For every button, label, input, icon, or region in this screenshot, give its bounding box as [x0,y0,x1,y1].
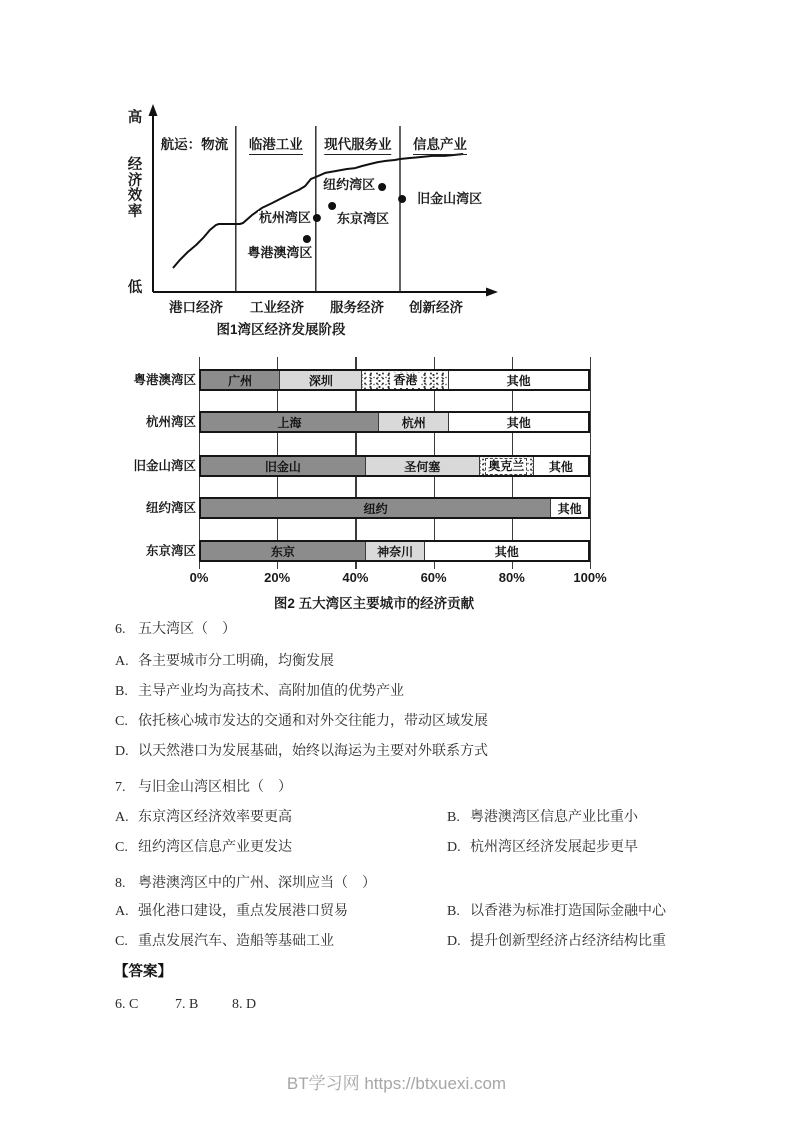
option-key: A. [115,654,129,669]
stage-industry-label: 航运：物流 [160,137,229,152]
data-point [303,235,311,243]
bar-segment-label: 杭州 [401,415,426,430]
figure1-caption: 图1湾区经济发展阶段 [216,322,346,337]
option-key: C. [115,714,128,729]
option-text: 与旧金山湾区相比（ ） [138,780,292,795]
option-key: 6. [115,622,126,637]
data-point [313,214,321,222]
bar-segment-white [425,542,588,560]
x-tick-label: 60% [420,570,447,585]
bar-segment-dark [201,499,551,517]
bar-segment-label: 广州 [228,373,253,388]
x-tick-label: 0% [189,570,209,585]
figure2-caption: 图2 五大湾区主要城市的经济贡献 [273,596,475,611]
question-option [115,840,292,856]
option-key: C. [115,840,128,855]
bar-segment-label: 其他 [506,373,531,388]
bar-segment-light [366,457,480,475]
data-point [328,202,336,210]
answer-item: 8. D [232,997,257,1012]
question-stem [115,780,292,796]
option-text: 以天然港口为发展基础，始终以海运为主要对外联系方式 [138,744,488,759]
question-option [447,904,666,920]
option-text: 粤港澳湾区信息产业比重小 [470,810,638,825]
bar-segment-label: 其他 [506,415,531,430]
site-footer: BT学习网 https://btxuexi.com [286,1074,507,1093]
bar-segment-label: 其他 [494,544,519,559]
option-text: 杭州湾区经济发展起步更早 [470,840,638,855]
bar-segment-dotted [362,371,449,389]
question-option [447,810,638,826]
bar-segment-white [449,371,588,389]
bar-segment-label: 其他 [548,459,573,474]
x-axis-arrow [486,288,498,297]
option-key: B. [447,810,460,825]
bar-segment-label: 其他 [557,501,582,516]
bar-row [199,497,590,519]
y-axis-high-label: 高 [127,110,143,126]
stage-industry-label: 信息产业 [413,133,467,155]
option-text: 以香港为标准打造国际金融中心 [470,904,666,919]
option-key: 7. [115,780,126,795]
bar-segment-label: 香港 [390,373,420,388]
point-label: 粤港澳湾区 [247,245,313,261]
figure2-city-contribution-bar-chart [0,355,793,615]
bar-segment-label: 圣何塞 [404,459,441,474]
option-key: A. [115,810,129,825]
data-point [398,195,406,203]
bar-segment-light [366,542,426,560]
question-option [447,934,666,950]
bar-segment-white [449,413,588,431]
option-text: 粤港澳湾区中的广州、深圳应当（ ） [138,876,376,891]
x-tick-label: 100% [573,570,607,585]
bar-row-label: 东京湾区 [145,544,196,558]
bar-segment-label: 奥克兰 [485,458,527,475]
bar-segment-light [379,413,449,431]
bar-segment-white [551,499,588,517]
option-text: 各主要城市分工明确，均衡发展 [138,654,334,669]
stage-economy-label: 服务经济 [330,300,384,315]
data-point [378,183,386,191]
bar-segment-label: 纽约 [363,501,388,516]
bar-segment-white [534,457,588,475]
question-option [115,934,334,950]
bar-segment-label: 旧金山 [264,459,301,474]
bar-row [199,455,590,477]
option-key: D. [447,840,461,855]
option-key: B. [115,684,128,699]
question-option [447,840,638,856]
answer-item: 6. C [115,997,139,1012]
bar-row-label: 纽约湾区 [145,501,196,515]
point-label: 东京湾区 [337,210,390,226]
bar-segment-light [280,371,362,389]
y-axis-arrow [149,104,158,116]
option-key: C. [115,934,128,949]
option-text: 提升创新型经济占经济结构比重 [470,934,666,949]
figure1-bay-development-stage-chart [0,0,793,350]
stage-economy-label: 港口经济 [169,300,223,315]
bar-segment-dotted [480,457,534,475]
x-tick-label: 40% [342,570,369,585]
question-option [115,714,488,730]
bar-segment-dark [201,457,366,475]
bar-row [199,540,590,562]
question-stem [115,876,376,892]
answer-item: 7. B [175,997,199,1012]
bar-segment-dark [201,413,379,431]
option-text: 五大湾区（ ） [138,622,236,637]
bar-segment-label: 东京 [270,544,295,559]
development-curve [173,154,463,268]
option-key: D. [447,934,461,949]
stage-economy-label: 创新经济 [409,300,463,315]
question-option [115,654,334,670]
bar-row [199,369,590,391]
option-text: 东京湾区经济效率要更高 [138,810,292,825]
stage-industry-label: 临港工业 [249,133,303,155]
bar-segment-label: 深圳 [308,373,333,388]
bar-row-label: 粤港澳湾区 [133,373,196,387]
option-text: 重点发展汽车、造船等基础工业 [138,934,334,949]
y-axis-low-label: 低 [127,280,143,296]
question-stem [115,622,236,638]
figure1-axes-and-curve [0,0,793,350]
question-option [115,744,488,760]
bar-segment-dark [201,371,280,389]
x-tick-label: 80% [498,570,525,585]
grid-line [590,357,591,569]
stage-economy-label: 工业经济 [250,300,304,315]
option-key: D. [115,744,129,759]
option-text: 主导产业均为高技术、高附加值的优势产业 [138,684,404,699]
question-option [115,904,348,920]
point-label: 纽约湾区 [323,177,376,193]
option-text: 强化港口建设，重点发展港口贸易 [138,904,348,919]
bar-row [199,411,590,433]
answer-heading: 【答案】 [114,964,172,980]
option-text: 纽约湾区信息产业更发达 [138,840,292,855]
option-key: B. [447,904,460,919]
point-label: 杭州湾区 [258,209,311,225]
stage-industry-label: 现代服务业 [324,133,392,155]
bar-segment-label: 神奈川 [377,544,414,559]
question-option [115,684,404,700]
x-tick-label: 20% [264,570,291,585]
y-axis-title: 经 济 效 率 [127,157,143,220]
bar-segment-label: 上海 [277,415,302,430]
point-label: 旧金山湾区 [417,191,483,206]
option-text: 依托核心城市发达的交通和对外交往能力，带动区域发展 [138,714,488,729]
option-key: A. [115,904,129,919]
question-option [115,810,292,826]
bar-row-label: 杭州湾区 [145,415,196,429]
option-key: 8. [115,876,126,891]
bar-row-label: 旧金山湾区 [133,459,196,473]
bar-segment-dark [201,542,366,560]
